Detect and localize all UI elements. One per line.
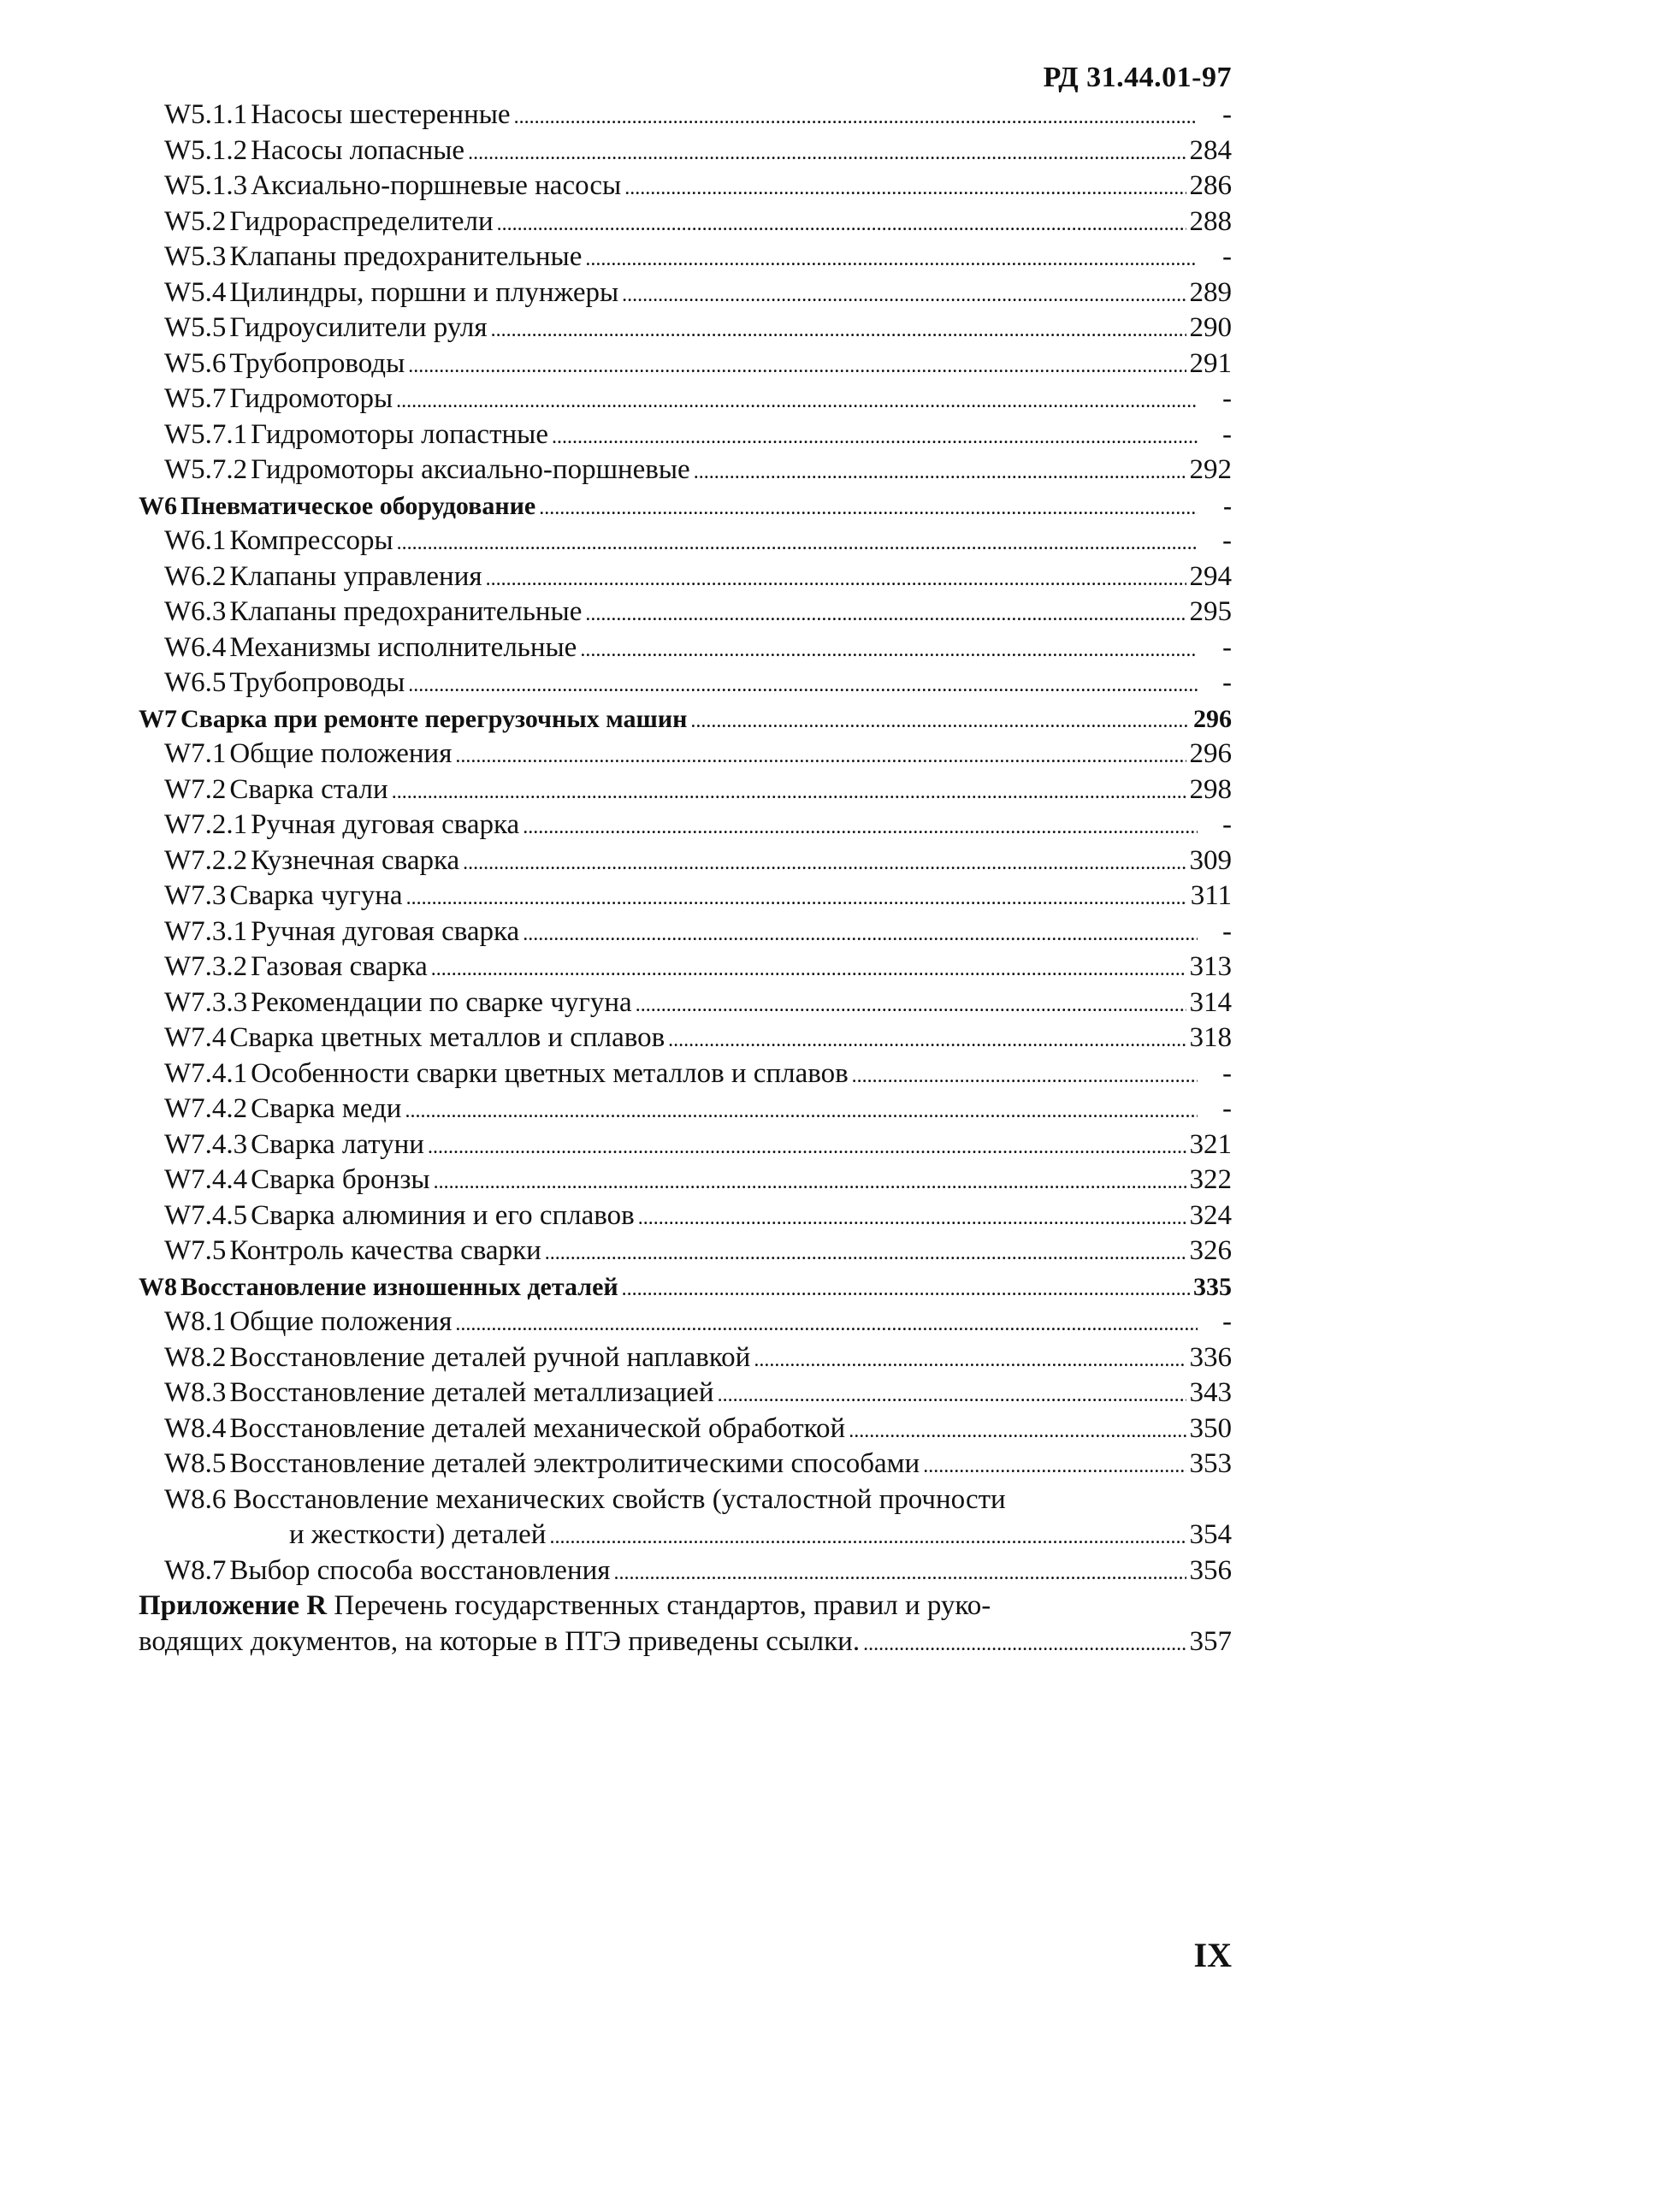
toc-entry-title: Восстановление деталей ручной наплавкой: [229, 1341, 751, 1373]
dot-leader: [668, 1021, 1186, 1059]
dot-leader: [923, 1447, 1186, 1485]
toc-entry[interactable]: [139, 1056, 1232, 1092]
toc-entry-page: 290: [1189, 312, 1232, 343]
toc-entry-title: Выбор способа восстановления: [229, 1554, 611, 1586]
dot-leader: [690, 701, 1190, 740]
toc-entry-number: W7.5: [164, 1235, 227, 1266]
toc-entry-page: 343: [1189, 1377, 1232, 1408]
document-code: РД 31.44.01-97: [1043, 62, 1232, 93]
toc-entry[interactable]: [139, 772, 1232, 808]
dot-leader: [549, 1518, 1186, 1556]
dot-leader: [514, 98, 1198, 136]
toc-entry-title: Контроль качества сварки: [229, 1235, 541, 1266]
toc-entry-title: Общие положения: [229, 738, 453, 769]
toc-entry[interactable]: [139, 240, 1232, 275]
toc-entry-page: 313: [1189, 951, 1232, 982]
toc-entry[interactable]: [139, 98, 1232, 133]
toc-entry-title: Механизмы исполнительные: [229, 631, 577, 663]
dot-leader: [849, 1411, 1186, 1450]
dot-leader: [434, 1163, 1186, 1201]
toc-entry-number: W5.1.1: [164, 99, 248, 130]
toc-entry-number: W8.3: [164, 1377, 227, 1408]
toc-entry-page: -: [1222, 809, 1232, 840]
toc-entry-page: -: [1222, 99, 1232, 130]
toc-entry-page: -: [1222, 631, 1232, 663]
appendix-title-continued: водящих документов, на которые в ПТЭ приведены ссылки.: [139, 1625, 861, 1657]
dot-leader: [523, 914, 1198, 953]
toc-entry[interactable]: [139, 275, 1232, 311]
toc-entry-title: Сварка цветных металлов и сплавов: [229, 1022, 665, 1053]
toc-entry[interactable]: [139, 1447, 1232, 1482]
toc-entry-page: 318: [1189, 1022, 1232, 1053]
toc-entry-number: W7.3: [164, 880, 227, 911]
toc-entry-title: Восстановление механических свойств (усталостной прочности: [233, 1483, 1006, 1515]
toc-entry[interactable]: [139, 808, 1232, 843]
toc-entry-title: Сварка бронзы: [251, 1164, 430, 1195]
toc-entry-title: Цилиндры, поршни и плунжеры: [229, 276, 619, 308]
toc-entry[interactable]: [139, 559, 1232, 595]
toc-entry-number: W5.5: [164, 312, 227, 343]
toc-entry-number: W7.2: [164, 773, 227, 805]
dot-leader: [863, 1624, 1186, 1663]
dot-leader: [613, 1553, 1186, 1592]
toc-entry-number: W7.4.4: [164, 1164, 248, 1195]
toc-entry-number: W6.1: [164, 525, 227, 556]
toc-entry-page: 295: [1189, 596, 1232, 627]
toc-entry-page: 311: [1190, 880, 1232, 911]
toc-entry-page: -: [1222, 1093, 1232, 1124]
toc-entry-page: -: [1222, 418, 1232, 450]
toc-entry-number: W6.5: [164, 667, 227, 698]
dot-leader: [463, 843, 1186, 882]
appendix-line2: [139, 1624, 1232, 1660]
toc-entry[interactable]: [139, 950, 1232, 985]
dot-leader: [539, 488, 1198, 527]
toc-entry-title-continued: и жесткости) деталей: [289, 1519, 547, 1550]
toc-entry-number: W8.5: [164, 1448, 227, 1479]
toc-entry[interactable]: [139, 666, 1232, 701]
toc-entry[interactable]: [139, 1376, 1232, 1411]
toc-entry-title: Сварка меди: [251, 1093, 402, 1124]
toc-entry[interactable]: [139, 169, 1232, 204]
appendix-page: 357: [1189, 1625, 1232, 1657]
toc-entry-number: W5.6: [164, 347, 227, 379]
toc-entry-number: W6.4: [164, 631, 227, 663]
toc-entry-number: W5.7.1: [164, 418, 248, 450]
toc-entry-number: W7.4: [164, 1022, 227, 1053]
toc-entry-number: W8.6: [164, 1483, 227, 1515]
toc-entry-wrapped-line2: [164, 1518, 1232, 1553]
dot-leader: [497, 204, 1186, 243]
toc-entry-number: W7.4.3: [164, 1128, 248, 1160]
dot-leader: [545, 1234, 1186, 1272]
dot-leader: [431, 950, 1186, 988]
toc-entry-page: 291: [1189, 347, 1232, 379]
toc-entry[interactable]: [139, 382, 1232, 417]
dot-leader: [636, 985, 1186, 1024]
dot-leader: [718, 1376, 1186, 1414]
toc-entry-page: 335: [1193, 1272, 1232, 1301]
toc-entry[interactable]: [139, 737, 1232, 772]
dot-leader: [408, 666, 1198, 704]
toc-entry-page: 350: [1189, 1412, 1232, 1444]
toc-entry[interactable]: [139, 914, 1232, 950]
toc-entry[interactable]: [139, 133, 1232, 169]
toc-entry[interactable]: [139, 595, 1232, 630]
toc-entry-title: Гидрораспределители: [229, 205, 494, 237]
toc-entry[interactable]: [139, 1340, 1232, 1376]
toc-entry-title: Общие положения: [229, 1306, 453, 1337]
toc-entry-number: W7.3.1: [164, 915, 248, 947]
appendix-lead: Приложение R: [139, 1590, 328, 1621]
toc-entry-page: 284: [1189, 134, 1232, 166]
toc-entry-number: W5.1.3: [164, 170, 248, 201]
toc-entry[interactable]: [139, 630, 1232, 666]
toc-entry-number: W7.4.5: [164, 1199, 248, 1231]
toc-section-heading[interactable]: [139, 701, 1232, 737]
toc-entry[interactable]: [139, 985, 1232, 1021]
toc-entry-title: Клапаны предохранительные: [229, 596, 583, 627]
toc-entry-title: Насосы шестеренные: [251, 99, 511, 130]
toc-entry-page: 326: [1189, 1235, 1232, 1266]
toc-entry-page: 298: [1189, 773, 1232, 805]
toc-entry-page: 321: [1189, 1128, 1232, 1160]
toc-entry-title: Компрессоры: [229, 525, 393, 556]
toc-entry-number: W5.3: [164, 241, 227, 272]
toc-entry-title: Сварка чугуна: [229, 880, 403, 911]
toc-entry[interactable]: [139, 346, 1232, 382]
dot-leader: [552, 417, 1198, 456]
toc-entry-number: W5.1.2: [164, 134, 248, 166]
toc-entry-number: W6.3: [164, 596, 227, 627]
toc-entry-number: W5.4: [164, 276, 227, 308]
dot-leader: [585, 240, 1198, 278]
dot-leader: [852, 1056, 1198, 1095]
toc-entry-number: W7.3.3: [164, 986, 248, 1018]
toc-entry-page: 288: [1189, 205, 1232, 237]
toc-entry[interactable]: [139, 1092, 1232, 1127]
toc-entry-page: 309: [1189, 844, 1232, 876]
toc-entry[interactable]: [139, 204, 1232, 240]
dot-leader: [455, 737, 1186, 775]
dot-leader: [392, 772, 1186, 811]
toc-entry-number: W7: [139, 704, 177, 733]
toc-entry-title: Трубопроводы: [229, 347, 405, 379]
table-of-contents: [139, 98, 1232, 1660]
toc-entry-wrapped-line1: [164, 1482, 1232, 1518]
toc-entry-title: Кузнечная сварка: [251, 844, 460, 876]
appendix-entry[interactable]: [139, 1589, 1232, 1660]
toc-entry-title: Сварка при ремонте перегрузочных машин: [180, 704, 688, 733]
toc-entry-title: Восстановление деталей металлизацией: [229, 1377, 714, 1408]
toc-entry-page: -: [1222, 241, 1232, 272]
toc-entry-title: Сварка латуни: [251, 1128, 424, 1160]
dot-leader: [523, 808, 1198, 846]
toc-entry-title: Восстановление изношенных деталей: [180, 1272, 618, 1301]
toc-entry[interactable]: [139, 1198, 1232, 1234]
dot-leader: [397, 524, 1198, 562]
toc-entry[interactable]: [139, 1021, 1232, 1056]
toc-entry-number: W7.2.1: [164, 809, 248, 840]
toc-entry-number: W5.2: [164, 205, 227, 237]
dot-leader: [624, 169, 1186, 207]
toc-entry-title: Клапаны предохранительные: [229, 241, 583, 272]
dot-leader: [580, 630, 1198, 669]
dot-leader: [638, 1198, 1186, 1237]
toc-entry-title: Сварка стали: [229, 773, 388, 805]
toc-entry-page: -: [1223, 491, 1232, 520]
dot-leader: [405, 1092, 1198, 1130]
dot-leader: [428, 1127, 1186, 1166]
toc-entry-page: 296: [1193, 704, 1232, 733]
toc-entry-number: W7.1: [164, 738, 227, 769]
toc-entry-page: 294: [1189, 560, 1232, 592]
dot-leader: [455, 1305, 1198, 1343]
toc-entry[interactable]: [139, 453, 1232, 488]
toc-entry-title: Гидроусилители руля: [229, 312, 488, 343]
toc-entry-title: Клапаны управления: [229, 560, 482, 592]
dot-leader: [486, 559, 1186, 598]
toc-entry[interactable]: [139, 1553, 1232, 1589]
toc-entry-number: W8: [139, 1272, 177, 1301]
toc-entry-title: Особенности сварки цветных металлов и сплавов: [251, 1057, 849, 1089]
toc-entry[interactable]: [139, 417, 1232, 453]
dot-leader: [694, 453, 1186, 491]
toc-entry[interactable]: [139, 843, 1232, 879]
toc-entry-title: Рекомендации по сварке чугуна: [251, 986, 632, 1018]
toc-entry-page: 314: [1189, 986, 1232, 1018]
toc-entry-title: Аксиально-поршневые насосы: [251, 170, 622, 201]
toc-entry-page: 356: [1189, 1554, 1232, 1586]
toc-entry-page: -: [1222, 915, 1232, 947]
dot-leader: [406, 879, 1187, 917]
toc-entry-title: Газовая сварка: [251, 951, 428, 982]
toc-entry-number: W7.4.1: [164, 1057, 248, 1089]
dot-leader: [754, 1340, 1186, 1379]
toc-section-heading[interactable]: [139, 1269, 1232, 1305]
toc-entry-wrapped[interactable]: [139, 1482, 1232, 1553]
toc-entry-page: -: [1222, 1306, 1232, 1337]
toc-entry[interactable]: [139, 1411, 1232, 1447]
toc-entry-page: 354: [1189, 1519, 1232, 1550]
toc-entry-number: W7.4.2: [164, 1093, 248, 1124]
toc-entry-page: -: [1222, 525, 1232, 556]
dot-leader: [408, 346, 1186, 385]
toc-entry-title: Ручная дуговая сварка: [251, 915, 520, 947]
toc-entry-number: W7.3.2: [164, 951, 248, 982]
appendix-line1: [139, 1589, 1232, 1624]
toc-entry-number: W7.2.2: [164, 844, 248, 876]
toc-entry-number: W5.7: [164, 383, 227, 414]
dot-leader: [585, 595, 1186, 633]
toc-entry-number: W8.7: [164, 1554, 227, 1586]
toc-entry[interactable]: [139, 879, 1232, 914]
toc-entry-number: W8.4: [164, 1412, 227, 1444]
toc-entry-title: Гидромоторы аксиально-поршневые: [251, 454, 690, 485]
toc-entry-page: 353: [1189, 1448, 1232, 1479]
toc-section-heading[interactable]: [139, 488, 1232, 524]
page-folio: IX: [1193, 1936, 1232, 1974]
toc-entry-title: Восстановление деталей механической обработкой: [229, 1412, 846, 1444]
toc-entry[interactable]: [139, 1127, 1232, 1163]
toc-entry-number: W8.1: [164, 1306, 227, 1337]
toc-entry-title: Трубопроводы: [229, 667, 405, 698]
toc-tail-list: [139, 1553, 1232, 1589]
toc-entry-title: Сварка алюминия и его сплавов: [251, 1199, 635, 1231]
toc-entry-number: W6.2: [164, 560, 227, 592]
toc-entry[interactable]: [139, 1163, 1232, 1198]
toc-entry-title: Гидромоторы лопастные: [251, 418, 548, 450]
toc-entry-page: 336: [1189, 1341, 1232, 1373]
toc-entry-title: Насосы лопасные: [251, 134, 465, 166]
toc-entry[interactable]: [139, 524, 1232, 559]
toc-entry-number: W6: [139, 491, 177, 520]
toc-entry-page: 286: [1189, 170, 1232, 201]
toc-entry-title: Восстановление деталей электролитическими способами: [229, 1448, 920, 1479]
toc-entry-page: 324: [1189, 1199, 1232, 1231]
dot-leader: [396, 382, 1198, 420]
toc-entry-page: 322: [1189, 1164, 1232, 1195]
toc-entry-page: 289: [1189, 276, 1232, 308]
toc-entry-title: Пневматическое оборудование: [180, 491, 536, 520]
toc-entry-page: 292: [1189, 454, 1232, 485]
toc-list: [139, 98, 1232, 1482]
appendix-title: Перечень государственных стандартов, правил и руко-: [334, 1590, 991, 1621]
dot-leader: [468, 133, 1186, 172]
toc-entry-page: 296: [1189, 738, 1232, 769]
dot-leader: [622, 1269, 1190, 1308]
toc-entry[interactable]: [139, 1305, 1232, 1340]
toc-entry-title: Гидромоторы: [229, 383, 393, 414]
toc-entry-number: W5.7.2: [164, 454, 248, 485]
toc-entry-page: -: [1222, 383, 1232, 414]
toc-entry[interactable]: [139, 311, 1232, 346]
toc-entry-page: -: [1222, 667, 1232, 698]
dot-leader: [622, 275, 1186, 314]
toc-entry-page: -: [1222, 1057, 1232, 1089]
dot-leader: [491, 311, 1186, 349]
toc-entry[interactable]: [139, 1234, 1232, 1269]
toc-entry-title: Ручная дуговая сварка: [251, 809, 520, 840]
toc-entry-number: W8.2: [164, 1341, 227, 1373]
